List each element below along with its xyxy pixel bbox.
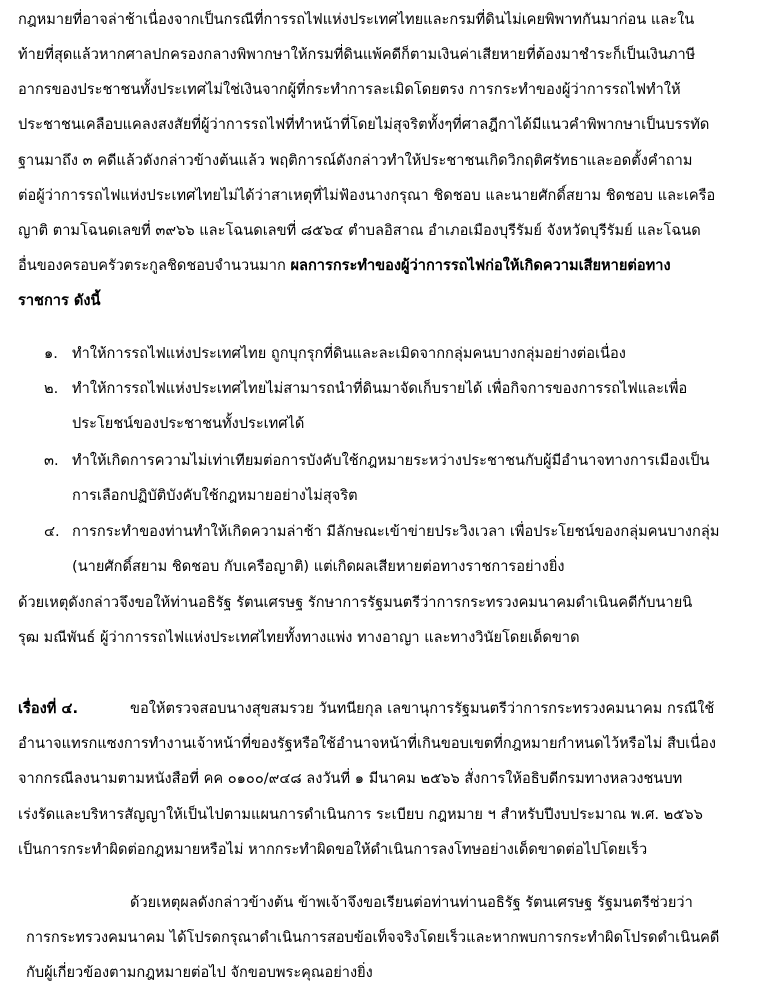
list-item-text: ทำให้การรถไฟแห่งประเทศไทยไม่สามารถนำที่ดินมาจัดเก็บรายได้ เพื่อกิจการของการรถไฟและเพื่อ xyxy=(72,380,688,397)
matter4-line: เร่งรัดและบริหารสัญญาให้เป็นไปตามแผนการดำเนินการ ระเบียบ กฎหมาย ฯ สำหรับปีงบประมาณ พ.ศ. ๒๕๖๖ xyxy=(18,806,703,823)
list-item-text: (นายศักดิ์สยาม ชิดชอบ กับเครือญาติ) แต่เกิดผลเสียหายต่อทางราชการอย่างยิ่ง xyxy=(72,558,565,575)
conclusion-line: ด้วยเหตุดังกล่าวจึงขอให้ท่านอธิรัฐ รัตนเศรษฐ รักษาการรัฐมนตรีว่าการกระทรวงคมนาคมดำเนินคดีกับนายนิ xyxy=(18,594,693,611)
intro-line8-text: อื่นของครอบครัวตระกูลชิดชอบจำนวนมาก xyxy=(18,257,291,274)
intro-line: ต่อผู้ว่าการรถไฟแห่งประเทศไทยไม่ได้ว่าสาเหตุที่ไม่ฟ้องนางกรุณา ชิดชอบ และนายศักดิ์สยาม ชิดชอบ และเครือ xyxy=(18,187,716,204)
list-item-text: ทำให้เกิดการความไม่เท่าเทียมต่อการบังคับใช้กฎหมายระหว่างประชาชนกับผู้มีอำนาจทางการเมืองเป็น xyxy=(72,452,710,469)
intro-line: ฐานมาถึง ๓ คดีแล้วดังกล่าวข้างต้นแล้ว พฤติการณ์ดังกล่าวทำให้ประชาชนเกิดวิกฤติศรัทธาและอดตั้งคำถาม xyxy=(18,152,693,169)
matter4-line: จากกรณีลงนามตามหนังสือที่ คค ๐๑๐๐/๙๔๘ ลงวันที่ ๑ มีนาคม ๒๕๖๖ สั่งการให้อธิบดีกรมทางหลวงชนบท xyxy=(18,770,683,787)
matter4-line: อำนาจแทรกแซงการทำงานเจ้าหน้าที่ของรัฐหรือใช้อำนาจหน้าที่เกินขอบเขตที่กฎหมายกำหนดไว้หรือไม่ สืบเนื่อง xyxy=(18,735,717,752)
closing-line: การกระทรวงคมนาคม ได้โปรดกรุณาดำเนินการสอบข้อเท็จจริงโดยเร็วและหากพบการกระทำผิดโปรดดำเนินคดี xyxy=(26,929,720,946)
intro-line: ญาติ ตามโฉนดเลขที่ ๓๙๖๖ และโฉนดเลขที่ ๘๕๖๔ ตำบลอิสาณ อำเภอเมืองบุรีรัมย์ จังหวัดบุรีรัมย์ และโฉนด xyxy=(18,222,701,239)
intro-line9-bold: ราชการ ดังนี้ xyxy=(18,292,101,309)
matter4-line: เป็นการกระทำผิดต่อกฎหมายหรือไม่ หากกระทำผิดขอให้ดำเนินการลงโทษอย่างเด็ดขาดต่อไปโดยเร็ว xyxy=(18,841,648,858)
list-number: ๓. xyxy=(44,452,59,469)
intro-line8-bold: ผลการกระทำของผู้ว่าการรถไฟก่อให้เกิดความเสียหายต่อทาง xyxy=(290,257,671,274)
list-number: ๔. xyxy=(44,523,60,540)
closing-line: ด้วยเหตุผลดังกล่าวข้างต้น ข้าพเจ้าจึงขอเรียนต่อท่านท่านอธิรัฐ รัตนเศรษฐ รัฐมนตรีช่วยว่า xyxy=(130,894,693,911)
closing-line: กับผู้เกี่ยวข้องตามกฎหมายต่อไป จักขอบพระคุณอย่างยิ่ง xyxy=(26,964,373,981)
matter4-first-line: ขอให้ตรวจสอบนางสุขสมรวย วันทนียกุล เลขานุการรัฐมนตรีว่าการกระทรวงคมนาคม กรณีใช้ xyxy=(130,700,715,717)
list-number: ๑. xyxy=(44,345,58,362)
list-item-text: ทำให้การรถไฟแห่งประเทศไทย ถูกบุกรุกที่ดินและละเมิดจากกลุ่มคนบางกลุ่มอย่างต่อเนื่อง xyxy=(72,345,626,362)
conclusion-line: รุฒ มณีพันธ์ ผู้ว่าการรถไฟแห่งประเทศไทยทั้งทางแพ่ง ทางอาญา และทางวินัยโดยเด็ดขาด xyxy=(18,629,580,646)
intro-line xyxy=(18,256,671,276)
intro-line: กฎหมายที่อาจล่าช้าเนื่องจากเป็นกรณีที่การรถไฟแห่งประเทศไทยและกรมที่ดินไม่เคยพิพาทกันมาก่อน และใน xyxy=(18,11,695,28)
matter4-heading: เรื่องที่ ๔. xyxy=(18,700,79,717)
intro-line: ท้ายที่สุดแล้วหากศาลปกครองกลางพิพากษาให้กรมที่ดินแพ้คดีก็ตามเงินค่าเสียหายที่ต้องมาชำระก็เป็นเงินภาษี xyxy=(18,46,696,63)
list-item-text: การกระทำของท่านทำให้เกิดความล่าช้า มีลักษณะเข้าข่ายประวิงเวลา เพื่อประโยชน์ของกลุ่มคนบางกลุ่ม xyxy=(72,523,720,540)
list-item-text: การเลือกปฏิบัติบังคับใช้กฎหมายอย่างไม่สุจริต xyxy=(72,487,358,504)
intro-line: อากรของประชาชนทั้งประเทศไม่ใช่เงินจากผู้ที่กระทำการละเมิดโดยตรง การกระทำของผู้ว่าการรถไฟทำให้ xyxy=(18,81,681,98)
list-item-text: ประโยชน์ของประชาชนทั้งประเทศได้ xyxy=(72,415,305,432)
intro-line: ประชาชนเคลือบแคลงสงสัยที่ผู้ว่าการรถไฟที่ทำหน้าที่โดยไม่สุจริตทั้งๆที่ศาลฎีกาได้มีแนวคำพิพากษาเป็นบรรทัด xyxy=(18,116,710,133)
list-number: ๒. xyxy=(44,380,59,397)
